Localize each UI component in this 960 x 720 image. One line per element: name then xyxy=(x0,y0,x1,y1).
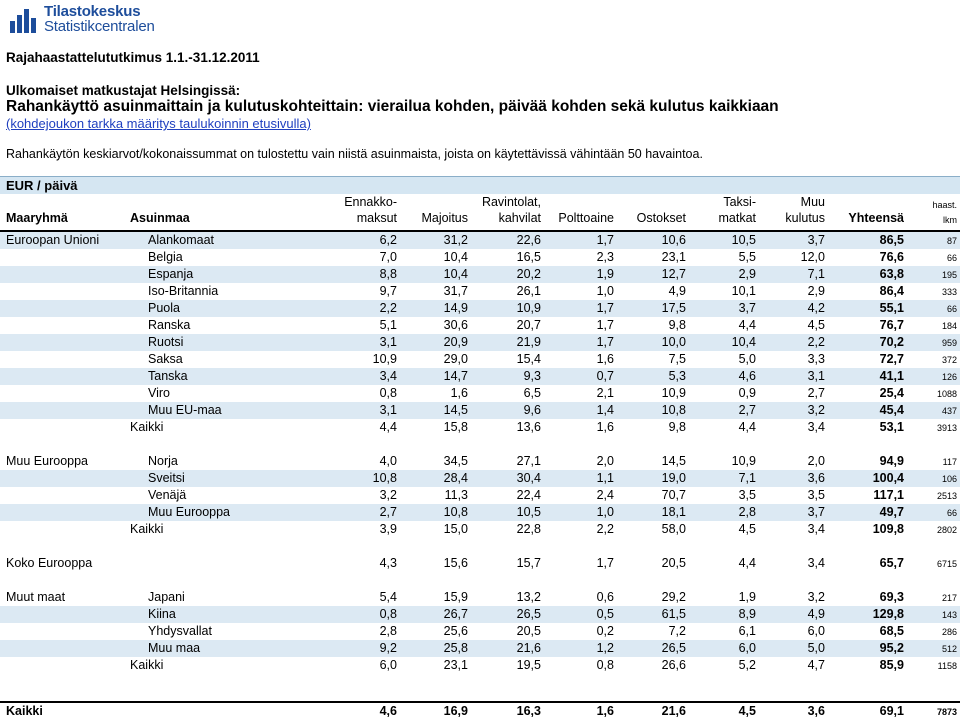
header-majoitus: Majoitus xyxy=(421,211,468,225)
value-muu: 5,0 xyxy=(807,641,825,655)
value-polttoaine: 1,0 xyxy=(596,284,614,298)
value-yhteensa: 76,6 xyxy=(879,250,904,264)
value-ravintolat: 30,4 xyxy=(516,471,541,485)
value-taksi: 10,4 xyxy=(731,335,756,349)
unit-bar xyxy=(0,176,960,194)
value-ennakko: 4,3 xyxy=(379,556,397,570)
grand-total-ennakko: 4,6 xyxy=(379,704,397,718)
value-muu: 3,2 xyxy=(807,403,825,417)
value-muu: 7,1 xyxy=(807,267,825,281)
value-taksi: 4,5 xyxy=(738,522,756,536)
table-row xyxy=(0,589,960,606)
value-majoitus: 14,9 xyxy=(443,301,468,315)
grand-total-majoitus: 16,9 xyxy=(443,704,468,718)
header-maaryhma: Maaryhmä xyxy=(6,211,68,225)
value-majoitus: 14,5 xyxy=(443,403,468,417)
value-yhteensa: 100,4 xyxy=(872,471,904,485)
value-count: 3913 xyxy=(936,423,957,433)
value-ravintolat: 10,5 xyxy=(516,505,541,519)
value-majoitus: 15,8 xyxy=(443,420,468,434)
value-ravintolat: 20,2 xyxy=(516,267,541,281)
table-row xyxy=(0,504,960,521)
country-cell: Viro xyxy=(148,386,171,400)
country-cell: Muu EU-maa xyxy=(148,403,222,417)
value-ostokset: 17,5 xyxy=(661,301,686,315)
value-taksi: 2,9 xyxy=(738,267,756,281)
value-ravintolat: 22,6 xyxy=(516,233,541,247)
header-ravintolat-line1: Ravintolat, xyxy=(481,195,541,209)
value-yhteensa: 63,8 xyxy=(879,267,904,281)
value-majoitus: 25,8 xyxy=(443,641,468,655)
value-yhteensa: 25,4 xyxy=(879,386,904,400)
table-row xyxy=(0,521,960,538)
country-cell: Muu Eurooppa xyxy=(148,505,231,519)
value-muu: 3,5 xyxy=(807,488,825,502)
value-ravintolat: 27,1 xyxy=(516,454,541,468)
value-ravintolat: 26,1 xyxy=(516,284,541,298)
value-ennakko: 3,4 xyxy=(379,369,397,383)
value-count: 2513 xyxy=(936,491,957,501)
value-count: 184 xyxy=(941,321,957,331)
header-taksi-line2: matkat xyxy=(718,211,756,225)
value-count: 286 xyxy=(941,627,957,637)
value-muu: 4,9 xyxy=(807,607,825,621)
value-majoitus: 15,0 xyxy=(443,522,468,536)
tilastokeskus-logo xyxy=(8,3,178,37)
value-ostokset: 58,0 xyxy=(661,522,686,536)
value-taksi: 4,4 xyxy=(738,556,756,570)
value-taksi: 7,1 xyxy=(738,471,756,485)
table-row xyxy=(0,368,960,385)
value-yhteensa: 94,9 xyxy=(879,454,904,468)
value-taksi: 5,2 xyxy=(738,658,756,672)
value-ravintolat: 13,2 xyxy=(516,590,541,604)
value-ennakko: 0,8 xyxy=(379,386,397,400)
grand-total-ravintolat: 16,3 xyxy=(516,704,541,718)
header-polttoaine: Polttoaine xyxy=(558,211,614,225)
value-majoitus: 34,5 xyxy=(443,454,468,468)
value-ostokset: 10,6 xyxy=(661,233,686,247)
value-ostokset: 26,6 xyxy=(661,658,686,672)
value-ostokset: 7,2 xyxy=(668,624,686,638)
country-cell: Puola xyxy=(148,301,180,315)
value-ravintolat: 26,5 xyxy=(516,607,541,621)
group-cell: Euroopan Unioni xyxy=(6,233,100,247)
value-muu: 3,7 xyxy=(807,505,825,519)
table-row xyxy=(0,317,960,334)
value-ennakko: 3,1 xyxy=(379,335,397,349)
value-ennakko: 5,4 xyxy=(379,590,397,604)
value-polttoaine: 2,2 xyxy=(596,522,614,536)
value-muu: 2,2 xyxy=(807,335,825,349)
value-taksi: 6,0 xyxy=(738,641,756,655)
value-yhteensa: 65,7 xyxy=(879,556,904,570)
value-ostokset: 70,7 xyxy=(661,488,686,502)
value-polttoaine: 0,6 xyxy=(596,590,614,604)
value-ostokset: 18,1 xyxy=(661,505,686,519)
value-yhteensa: 117,1 xyxy=(873,488,904,502)
value-polttoaine: 1,7 xyxy=(596,233,614,247)
value-ostokset: 12,7 xyxy=(661,267,686,281)
country-cell: Tanska xyxy=(148,369,188,383)
value-ennakko: 5,1 xyxy=(379,318,397,332)
value-polttoaine: 2,4 xyxy=(596,488,614,502)
value-ostokset: 4,9 xyxy=(668,284,686,298)
value-taksi: 1,9 xyxy=(738,590,756,604)
header-muu-line2: kulutus xyxy=(785,211,825,225)
value-ravintolat: 13,6 xyxy=(516,420,541,434)
value-majoitus: 10,4 xyxy=(443,267,468,281)
value-muu: 3,1 xyxy=(807,369,825,383)
value-yhteensa: 86,5 xyxy=(879,233,904,247)
value-taksi: 5,5 xyxy=(738,250,756,264)
country-cell: Kaikki xyxy=(130,522,164,536)
value-count: 87 xyxy=(946,236,957,246)
group-cell: Muu Eurooppa xyxy=(6,454,89,468)
value-muu: 6,0 xyxy=(807,624,825,638)
value-yhteensa: 72,7 xyxy=(879,352,904,366)
note-text: Rahankäytön keskiarvot/kokonaissummat on tulostettu vain niistä asuinmaista, joista on käytettävissä vähintään 50 havaintoa. xyxy=(6,147,703,161)
value-ennakko: 6,2 xyxy=(379,233,397,247)
value-majoitus: 11,3 xyxy=(444,488,468,502)
page-subtitle: Ulkomaiset matkustajat Helsingissä: xyxy=(6,83,241,98)
value-ennakko: 10,8 xyxy=(372,471,397,485)
value-ravintolat: 15,7 xyxy=(516,556,541,570)
value-ostokset: 7,5 xyxy=(668,352,686,366)
grand-total-ostokset: 21,6 xyxy=(661,704,686,718)
value-ennakko: 4,4 xyxy=(379,420,397,434)
value-ostokset: 10,0 xyxy=(661,335,686,349)
spacer-row xyxy=(0,674,960,691)
value-majoitus: 31,2 xyxy=(443,233,468,247)
value-majoitus: 31,7 xyxy=(443,284,468,298)
grand-total-polttoaine: 1,6 xyxy=(596,704,614,718)
country-cell: Alankomaat xyxy=(148,233,215,247)
value-count: 6715 xyxy=(936,559,957,569)
country-cell: Muu maa xyxy=(148,641,201,655)
value-muu: 3,7 xyxy=(807,233,825,247)
value-taksi: 4,4 xyxy=(738,420,756,434)
value-count: 437 xyxy=(941,406,957,416)
value-ostokset: 19,0 xyxy=(661,471,686,485)
table-row xyxy=(0,419,960,436)
table-row xyxy=(0,487,960,504)
value-ennakko: 2,7 xyxy=(379,505,397,519)
table-row xyxy=(0,300,960,317)
country-cell: Venäjä xyxy=(148,488,187,502)
value-ostokset: 9,8 xyxy=(668,318,686,332)
value-count: 66 xyxy=(946,253,957,263)
country-cell: Kiina xyxy=(148,607,176,621)
value-count: 66 xyxy=(946,304,957,314)
value-count: 143 xyxy=(941,610,957,620)
country-cell: Ranska xyxy=(148,318,191,332)
value-ravintolat: 22,4 xyxy=(516,488,541,502)
value-majoitus: 29,0 xyxy=(443,352,468,366)
value-count: 66 xyxy=(946,508,957,518)
page-title: Rahankäyttö asuinmaittain ja kulutuskohteittain: vierailua kohden, päivää kohden sekä kulutus kaikkiaan xyxy=(6,98,779,115)
table-row xyxy=(0,555,960,572)
value-yhteensa: 69,3 xyxy=(879,590,904,604)
header-ennakko-line1: Ennakko- xyxy=(344,195,397,209)
value-majoitus: 23,1 xyxy=(443,658,468,672)
study-title: Rajahaastattelututkimus 1.1.-31.12.2011 xyxy=(6,50,260,65)
value-polttoaine: 1,6 xyxy=(596,352,614,366)
value-ennakko: 3,1 xyxy=(379,403,397,417)
value-yhteensa: 53,1 xyxy=(879,420,904,434)
value-taksi: 10,5 xyxy=(731,233,756,247)
table-row xyxy=(0,232,960,249)
value-majoitus: 15,9 xyxy=(443,590,468,604)
table-row xyxy=(0,640,960,657)
value-ravintolat: 10,9 xyxy=(516,301,541,315)
value-taksi: 10,9 xyxy=(731,454,756,468)
value-yhteensa: 95,2 xyxy=(879,641,904,655)
value-majoitus: 1,6 xyxy=(450,386,468,400)
value-muu: 2,0 xyxy=(807,454,825,468)
header-yhteensa: Yhteensä xyxy=(848,211,904,225)
value-polttoaine: 1,7 xyxy=(596,556,614,570)
table-row xyxy=(0,623,960,640)
header-ravintolat-line2: kahvilat xyxy=(498,211,541,225)
value-polttoaine: 0,7 xyxy=(596,369,614,383)
header-haast-line1: haast. xyxy=(932,200,957,210)
table-row xyxy=(0,453,960,470)
value-taksi: 10,1 xyxy=(731,284,756,298)
value-count: 1088 xyxy=(936,389,957,399)
country-cell: Saksa xyxy=(148,352,183,366)
value-taksi: 3,5 xyxy=(738,488,756,502)
value-count: 2802 xyxy=(936,525,957,535)
value-majoitus: 28,4 xyxy=(443,471,468,485)
value-majoitus: 14,7 xyxy=(443,369,468,383)
value-muu: 4,5 xyxy=(807,318,825,332)
value-muu: 3,3 xyxy=(807,352,825,366)
logo-mark-icon xyxy=(8,5,38,35)
grand-total-taksi: 4,5 xyxy=(738,704,756,718)
value-ennakko: 9,2 xyxy=(379,641,397,655)
value-majoitus: 10,8 xyxy=(443,505,468,519)
grand-total-muu: 3,6 xyxy=(807,704,825,718)
value-polttoaine: 1,7 xyxy=(596,301,614,315)
value-ostokset: 9,8 xyxy=(668,420,686,434)
value-taksi: 2,7 xyxy=(738,403,756,417)
table-row xyxy=(0,402,960,419)
value-ravintolat: 20,7 xyxy=(516,318,541,332)
value-taksi: 6,1 xyxy=(738,624,756,638)
value-count: 217 xyxy=(941,593,957,603)
country-cell: Iso-Britannia xyxy=(148,284,219,298)
value-polttoaine: 1,4 xyxy=(596,403,614,417)
spacer-row xyxy=(0,572,960,589)
value-muu: 3,4 xyxy=(807,522,825,536)
table-row xyxy=(0,283,960,300)
value-taksi: 3,7 xyxy=(738,301,756,315)
country-cell: Sveitsi xyxy=(148,471,185,485)
column-header xyxy=(0,194,960,232)
value-ennakko: 2,8 xyxy=(379,624,397,638)
value-taksi: 2,8 xyxy=(738,505,756,519)
value-muu: 3,2 xyxy=(807,590,825,604)
value-ennakko: 3,9 xyxy=(379,522,397,536)
value-majoitus: 20,9 xyxy=(443,335,468,349)
value-yhteensa: 45,4 xyxy=(879,403,904,417)
value-yhteensa: 70,2 xyxy=(879,335,904,349)
value-ravintolat: 6,5 xyxy=(523,386,541,400)
country-cell: Belgia xyxy=(148,250,183,264)
value-ostokset: 14,5 xyxy=(661,454,686,468)
value-majoitus: 30,6 xyxy=(443,318,468,332)
value-count: 959 xyxy=(941,338,957,348)
value-ravintolat: 22,8 xyxy=(516,522,541,536)
value-ostokset: 23,1 xyxy=(661,250,686,264)
value-ennakko: 7,0 xyxy=(379,250,397,264)
value-yhteensa: 109,8 xyxy=(872,522,904,536)
value-muu: 4,2 xyxy=(807,301,825,315)
value-polttoaine: 2,0 xyxy=(596,454,614,468)
header-asuinmaa: Asuinmaa xyxy=(130,211,190,225)
group-cell: Koko Eurooppa xyxy=(6,556,93,570)
value-ravintolat: 21,9 xyxy=(516,335,541,349)
value-taksi: 4,6 xyxy=(738,369,756,383)
country-cell: Norja xyxy=(148,454,178,468)
logo-text-line1: Tilastokeskus xyxy=(44,3,141,20)
value-yhteensa: 85,9 xyxy=(879,658,904,672)
value-polttoaine: 2,1 xyxy=(596,386,614,400)
country-cell: Japani xyxy=(148,590,185,604)
value-ennakko: 9,7 xyxy=(379,284,397,298)
value-polttoaine: 1,7 xyxy=(596,318,614,332)
value-muu: 4,7 xyxy=(807,658,825,672)
value-count: 106 xyxy=(941,474,957,484)
value-ravintolat: 21,6 xyxy=(516,641,541,655)
country-cell: Espanja xyxy=(148,267,194,281)
value-ennakko: 3,2 xyxy=(379,488,397,502)
header-ennakko-line2: maksut xyxy=(356,211,397,225)
value-ennakko: 4,0 xyxy=(379,454,397,468)
country-cell: Yhdysvallat xyxy=(148,624,212,638)
unit-label: EUR / päivä xyxy=(6,178,78,193)
value-polttoaine: 1,2 xyxy=(596,641,614,655)
value-ravintolat: 16,5 xyxy=(516,250,541,264)
value-ennakko: 8,8 xyxy=(379,267,397,281)
value-yhteensa: 86,4 xyxy=(879,284,904,298)
value-ravintolat: 19,5 xyxy=(516,658,541,672)
value-ennakko: 6,0 xyxy=(379,658,397,672)
table-row xyxy=(0,657,960,674)
value-polttoaine: 0,5 xyxy=(596,607,614,621)
value-muu: 3,6 xyxy=(807,471,825,485)
value-majoitus: 10,4 xyxy=(443,250,468,264)
value-ravintolat: 9,6 xyxy=(523,403,541,417)
value-muu: 12,0 xyxy=(800,250,825,264)
value-count: 333 xyxy=(941,287,957,297)
value-polttoaine: 0,8 xyxy=(596,658,614,672)
header-muu-line1: Muu xyxy=(800,195,825,209)
value-taksi: 0,9 xyxy=(738,386,756,400)
value-polttoaine: 1,7 xyxy=(596,335,614,349)
country-cell: Kaikki xyxy=(130,420,164,434)
value-polttoaine: 2,3 xyxy=(596,250,614,264)
spacer-row xyxy=(0,538,960,555)
value-ostokset: 20,5 xyxy=(661,556,686,570)
value-yhteensa: 76,7 xyxy=(879,318,904,332)
table-row xyxy=(0,385,960,402)
table-row xyxy=(0,266,960,283)
value-ostokset: 10,9 xyxy=(661,386,686,400)
value-ostokset: 29,2 xyxy=(661,590,686,604)
value-count: 512 xyxy=(941,644,957,654)
value-yhteensa: 68,5 xyxy=(879,624,904,638)
group-cell: Muut maat xyxy=(6,590,66,604)
value-yhteensa: 55,1 xyxy=(879,301,904,315)
value-ravintolat: 20,5 xyxy=(516,624,541,638)
value-polttoaine: 0,2 xyxy=(596,624,614,638)
country-cell: Kaikki xyxy=(130,658,164,672)
value-muu: 2,9 xyxy=(807,284,825,298)
value-majoitus: 26,7 xyxy=(443,607,468,621)
value-count: 1158 xyxy=(937,661,957,671)
value-yhteensa: 49,7 xyxy=(879,505,904,519)
value-ennakko: 2,2 xyxy=(379,301,397,315)
header-haast-line2: lkm xyxy=(943,215,957,225)
value-yhteensa: 129,8 xyxy=(872,607,904,621)
value-yhteensa: 41,1 xyxy=(879,369,904,383)
value-count: 195 xyxy=(941,270,957,280)
value-count: 117 xyxy=(942,457,957,467)
value-ennakko: 0,8 xyxy=(379,607,397,621)
value-ostokset: 10,8 xyxy=(661,403,686,417)
value-polttoaine: 1,0 xyxy=(596,505,614,519)
header-taksi-line1: Taksi- xyxy=(723,195,756,209)
grand-total-yhteensa: 69,1 xyxy=(879,704,904,718)
value-polttoaine: 1,9 xyxy=(596,267,614,281)
value-polttoaine: 1,1 xyxy=(596,471,614,485)
value-muu: 3,4 xyxy=(807,420,825,434)
grand-total-count: 7873 xyxy=(936,707,957,717)
value-count: 126 xyxy=(941,372,957,382)
value-ostokset: 5,3 xyxy=(668,369,686,383)
header-ostokset: Ostokset xyxy=(636,211,686,225)
value-muu: 3,4 xyxy=(807,556,825,570)
grand-total-row xyxy=(0,701,960,720)
value-ravintolat: 9,3 xyxy=(523,369,541,383)
table-row xyxy=(0,606,960,623)
spacer-row xyxy=(0,436,960,453)
table-row xyxy=(0,351,960,368)
value-polttoaine: 1,6 xyxy=(596,420,614,434)
country-cell: Ruotsi xyxy=(148,335,184,349)
logo-text-line2: Statistikcentralen xyxy=(44,18,155,35)
table-row xyxy=(0,249,960,266)
value-majoitus: 25,6 xyxy=(443,624,468,638)
table-row xyxy=(0,470,960,487)
value-muu: 2,7 xyxy=(807,386,825,400)
value-taksi: 5,0 xyxy=(738,352,756,366)
value-count: 372 xyxy=(941,355,957,365)
value-ennakko: 10,9 xyxy=(372,352,397,366)
table-row xyxy=(0,334,960,351)
value-ostokset: 61,5 xyxy=(661,607,686,621)
grand-total-label: Kaikki xyxy=(6,704,43,718)
value-ravintolat: 15,4 xyxy=(516,352,541,366)
definition-link[interactable]: (kohdejoukon tarkka määritys taulukoinnin etusivulla) xyxy=(6,116,311,131)
value-majoitus: 15,6 xyxy=(443,556,468,570)
value-taksi: 4,4 xyxy=(738,318,756,332)
value-ostokset: 26,5 xyxy=(661,641,686,655)
value-taksi: 8,9 xyxy=(738,607,756,621)
